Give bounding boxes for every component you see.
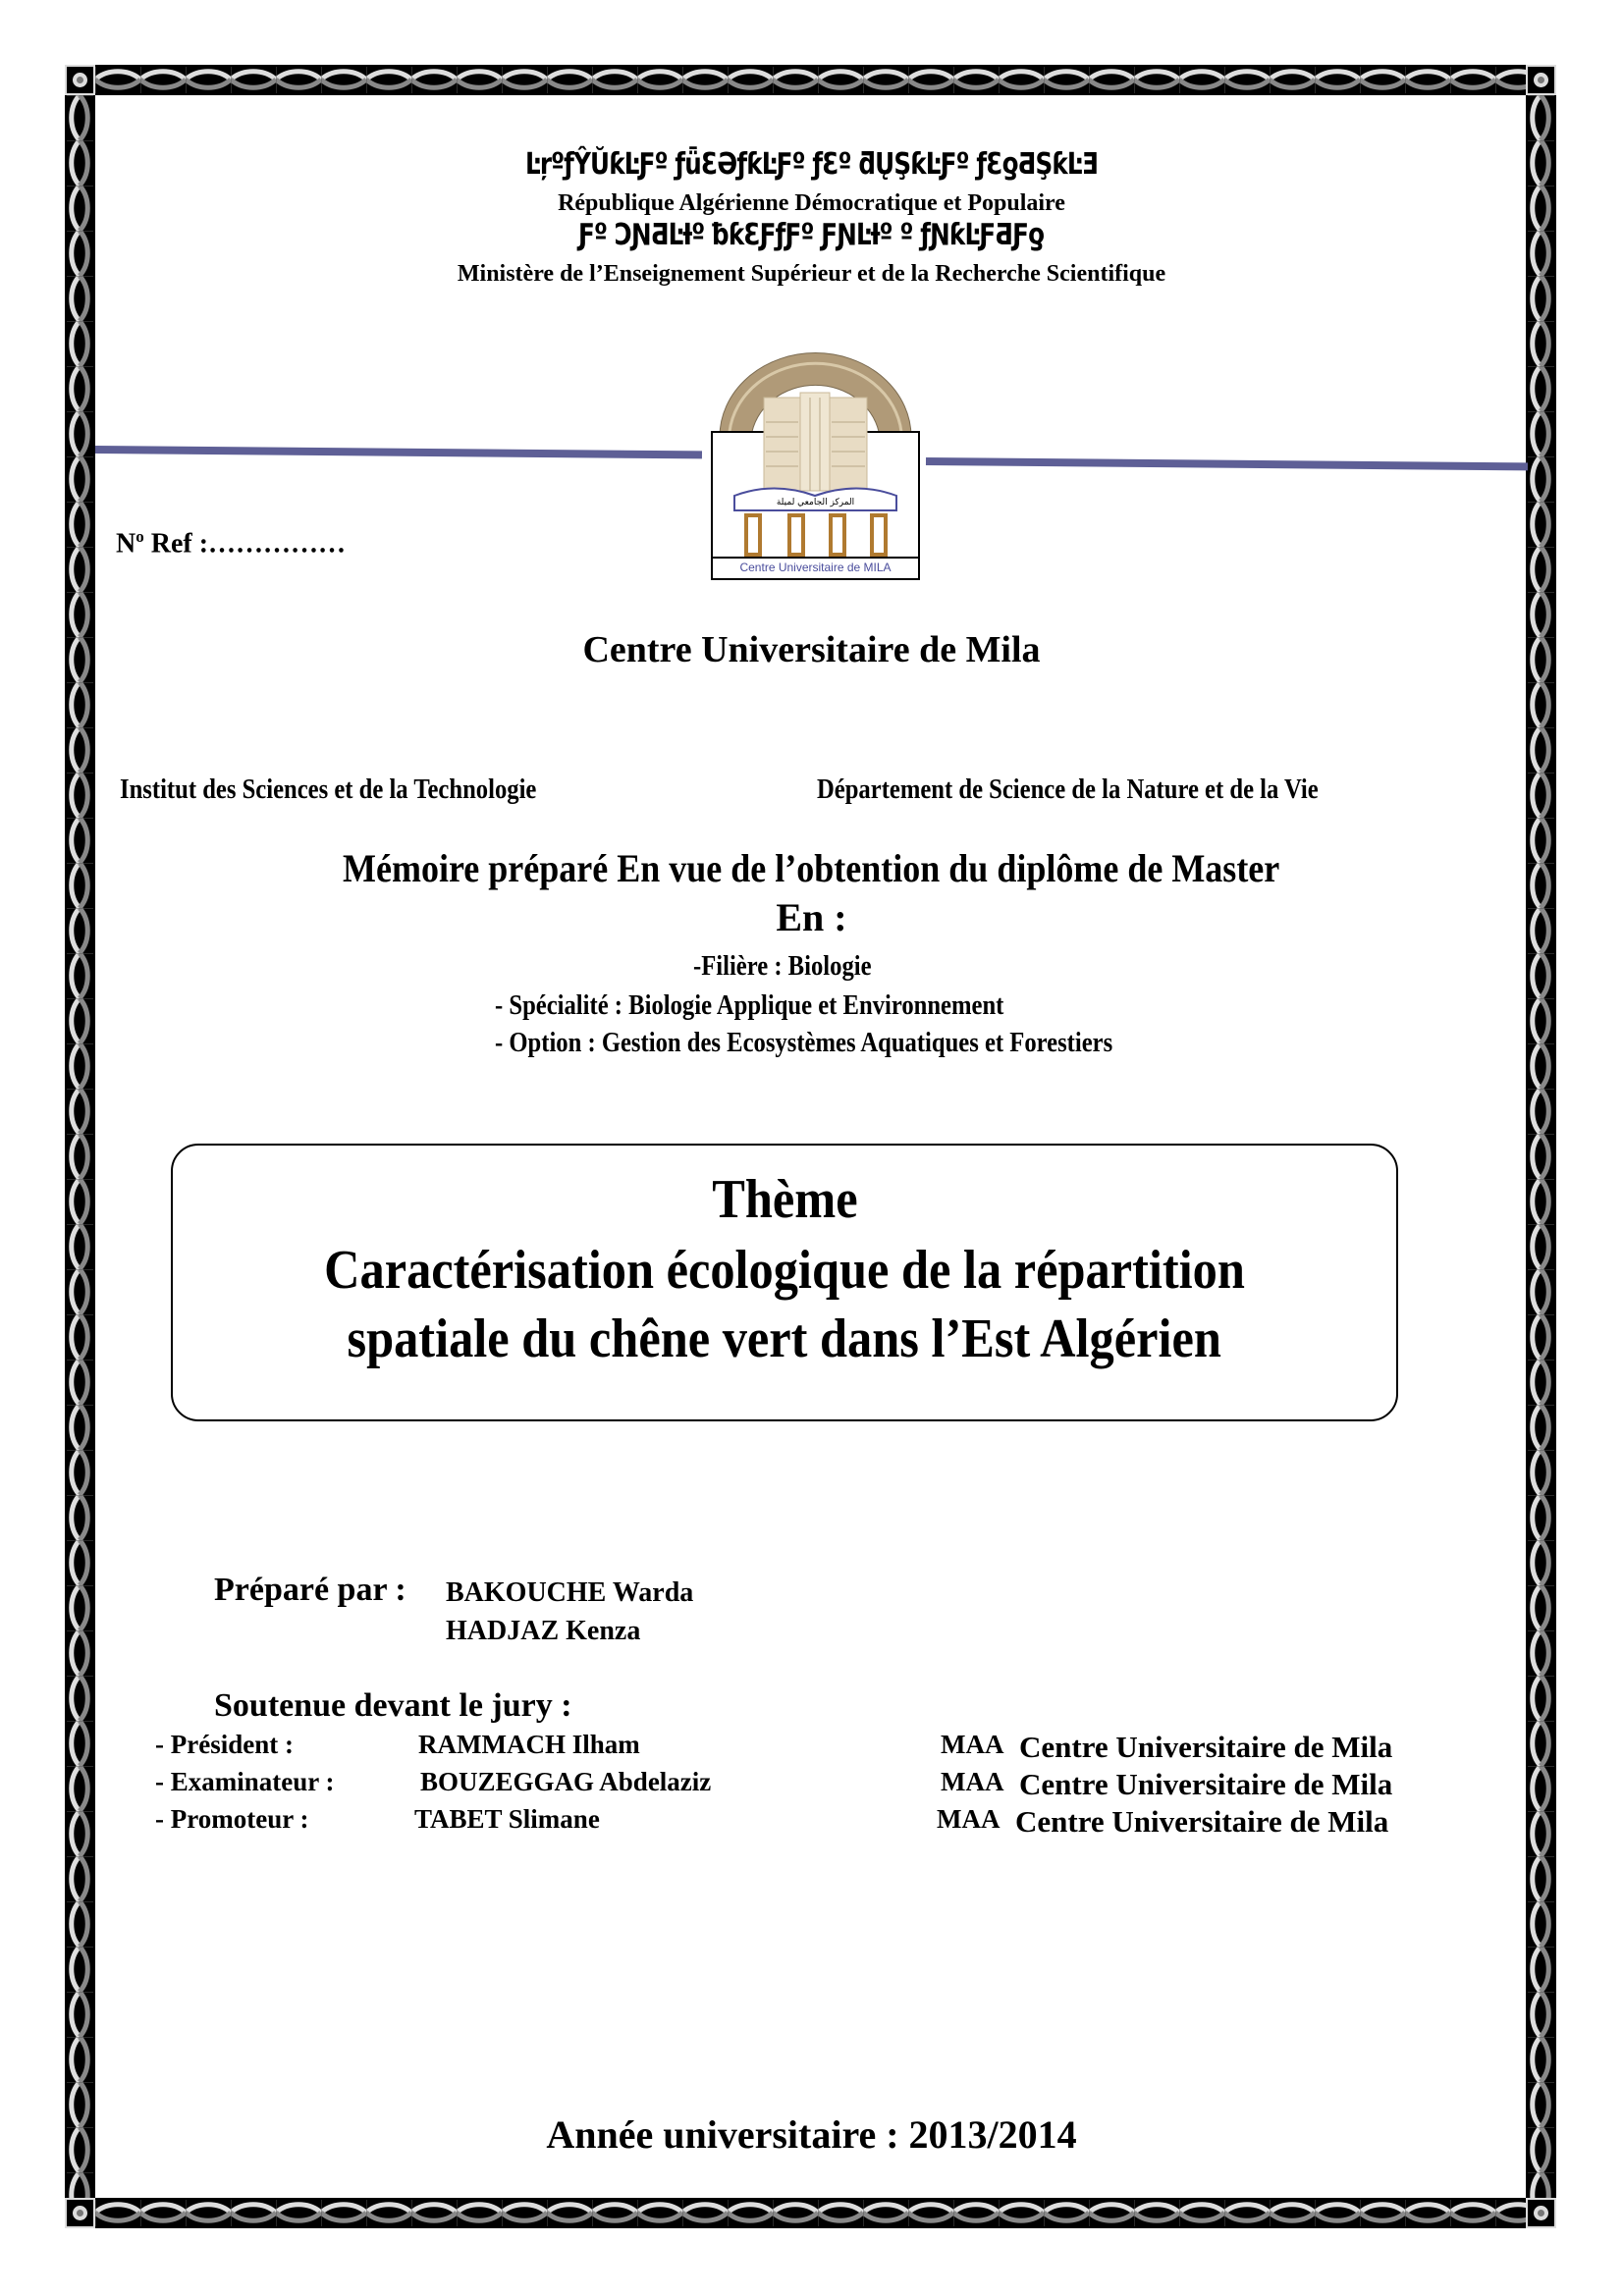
memoir-filiere (693, 950, 895, 984)
ministry-text: Ministère de l’Enseignement Supérieur et de la Recherche Scientifique (457, 261, 1166, 287)
academic-year-text: Année universitaire : 2013/2014 (546, 2112, 1077, 2157)
author-2-text: HADJAZ Kenza (446, 1616, 641, 1646)
arabic-republic-title (0, 147, 1623, 183)
jury-role: - Promoteur : (155, 1804, 309, 1834)
department-text: Département de Science de la Nature et de la Vie (817, 774, 1319, 805)
prepared-label-text: Préparé par : (214, 1572, 406, 1608)
jury-heading-text: Soutenue devant le jury : (214, 1687, 572, 1724)
department-name (817, 774, 1386, 807)
institution-name (0, 628, 1623, 671)
jury-member-examiner (155, 1767, 1471, 1802)
institute-name (120, 774, 593, 807)
memoir-title-text: Mémoire préparé En vue de l’obtention du diplôme de Master (343, 846, 1280, 890)
memoir-title (0, 846, 1623, 891)
option-text: - Option : Gestion des Ecosystèmes Aquatiques et Forestiers (495, 1028, 1113, 1058)
memoir-option (495, 1027, 1197, 1060)
memoir-en (0, 895, 1623, 940)
frame-corner-bottom-left (65, 2198, 95, 2228)
ministry-title (0, 260, 1623, 288)
author-1 (446, 1576, 693, 1610)
jury-grade: MAA (941, 1730, 1004, 1759)
institute-text: Institut des Sciences et de la Technologie (120, 774, 537, 805)
author-1-text: BAKOUCHE Warda (446, 1577, 694, 1608)
jury-grade: MAA (941, 1767, 1004, 1796)
author-2 (446, 1615, 640, 1648)
jury-role: - Examinateur : (155, 1767, 335, 1796)
rope-pattern-left (67, 95, 93, 2198)
jury-affiliation: Centre Universitaire de Mila (1019, 1730, 1393, 1764)
jury-name: TABET Slimane (414, 1804, 600, 1834)
jury-affiliation: Centre Universitaire de Mila (1019, 1767, 1393, 1801)
logo-caption: Centre Universitaire de MILA (739, 561, 892, 574)
jury-member-supervisor (155, 1804, 1471, 1840)
rope-pattern-bottom (95, 2200, 1526, 2226)
jury-member-president (155, 1730, 1471, 1765)
university-logo (705, 339, 926, 582)
jury-role: - Président : (155, 1730, 294, 1759)
republic-text: République Algérienne Démocratique et Populaire (558, 190, 1065, 216)
theme-title-line-2 (171, 1308, 1398, 1370)
specialite-text: - Spécialité : Biologie Applique et Environnement (495, 990, 1004, 1021)
jury-heading (214, 1686, 572, 1726)
frame-corner-top-left (65, 65, 95, 95)
arabic-ministry-title (0, 218, 1623, 253)
reference-label: N (116, 528, 136, 560)
reference-value: Ref :…………… (143, 528, 347, 560)
theme-line-2-text: spatiale du chêne vert dans l’Est Algérien (347, 1308, 1222, 1369)
logo-arabic-name: المركز الجامعي لميلة (776, 498, 855, 507)
arabic-republic-text: ĿŗºƒŶŬƙĿƑº ƒǖƐƏƒƙĿƑº ƒƐº ƌŲŞƙĿƑº ƒƐƍƋŞƙĿƎ (525, 147, 1098, 182)
arabic-ministry-text: Ƒº ƆƝƋĿƗº ƀƙƐƑƒƑº ƑƝĿƗº º ƒƝƙĿƑƋƑƍ (578, 218, 1045, 252)
institution-text: Centre Universitaire de Mila (582, 629, 1041, 670)
logo-graphic (705, 339, 926, 582)
jury-name: BOUZEGGAG Abdelaziz (420, 1767, 712, 1796)
frame-corner-bottom-right (1526, 2198, 1556, 2228)
theme-label (171, 1168, 1398, 1231)
reference-superscript: o (135, 527, 144, 546)
academic-year (0, 2112, 1623, 2158)
theme-line-1-text: Caractérisation écologique de la répartition (324, 1240, 1245, 1301)
jury-affiliation: Centre Universitaire de Mila (1015, 1804, 1389, 1839)
theme-label-text: Thème (711, 1169, 858, 1230)
frame-corner-top-right (1526, 65, 1556, 95)
rope-pattern-top (95, 67, 1526, 93)
prepared-by-label (214, 1571, 406, 1610)
republic-title (0, 189, 1623, 217)
memoir-en-text: En : (776, 895, 847, 939)
filiere-text: -Filière : Biologie (693, 951, 872, 982)
jury-grade: MAA (937, 1804, 1001, 1834)
header-rule-right (926, 457, 1528, 470)
memoir-specialite (495, 989, 1073, 1023)
reference-number (116, 520, 346, 561)
theme-title-line-1 (171, 1239, 1398, 1302)
rope-pattern-right (1528, 95, 1554, 2198)
header-rule-left (95, 446, 702, 458)
jury-name: RAMMACH Ilham (418, 1730, 640, 1759)
